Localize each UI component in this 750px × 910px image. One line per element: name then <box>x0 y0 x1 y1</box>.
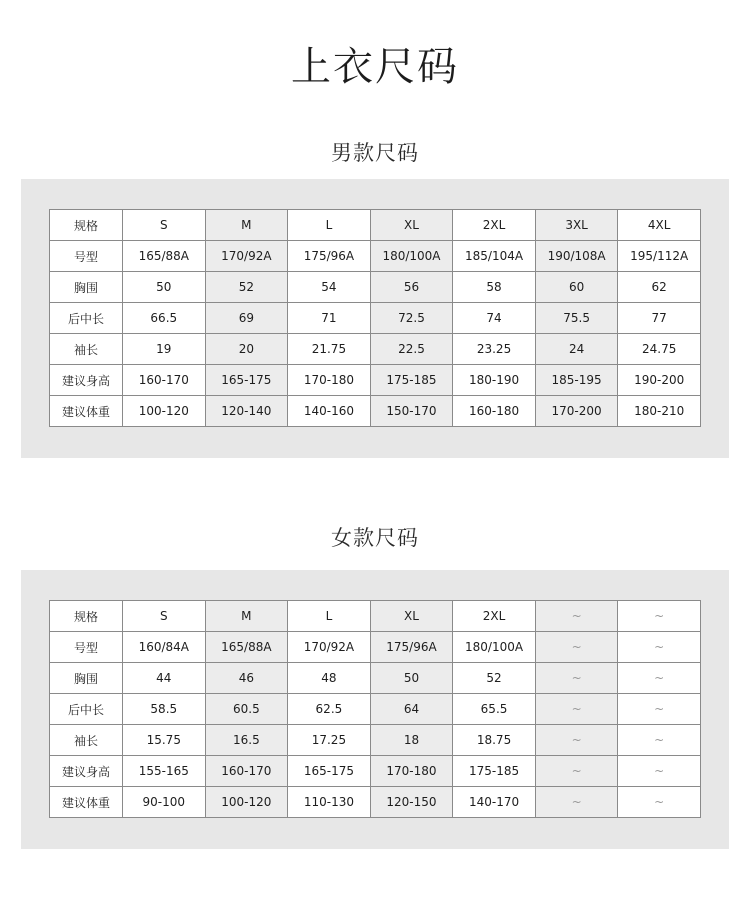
women-size-title: 女款尺码 <box>331 526 419 550</box>
size-value-cell: 100-120 <box>205 787 288 818</box>
size-value-cell: 71 <box>288 303 371 334</box>
size-value-cell: 58.5 <box>123 694 206 725</box>
row-label: 号型 <box>50 241 123 272</box>
size-value-cell: 175/96A <box>288 241 371 272</box>
women-size-table <box>49 600 701 818</box>
size-value-cell: 190/108A <box>535 241 618 272</box>
size-value-cell: 155-165 <box>123 756 206 787</box>
size-value-cell: 15.75 <box>123 725 206 756</box>
table-row <box>50 396 701 427</box>
size-value-cell: 100-120 <box>123 396 206 427</box>
size-value-cell: 62 <box>618 272 701 303</box>
table-row <box>50 632 701 663</box>
size-value-cell: 185/104A <box>453 241 536 272</box>
row-label: 规格 <box>50 601 123 632</box>
size-value-cell: 50 <box>123 272 206 303</box>
size-value-cell: 75.5 <box>535 303 618 334</box>
size-value-cell: 46 <box>205 663 288 694</box>
row-label: 后中长 <box>50 303 123 334</box>
size-value-cell: ~ <box>535 725 618 756</box>
size-value-cell: 52 <box>205 272 288 303</box>
size-value-cell: ~ <box>535 694 618 725</box>
table-row <box>50 663 701 694</box>
row-label: 袖长 <box>50 725 123 756</box>
size-value-cell: 195/112A <box>618 241 701 272</box>
size-value-cell: ~ <box>535 787 618 818</box>
size-value-cell: 65.5 <box>453 694 536 725</box>
size-value-cell: 16.5 <box>205 725 288 756</box>
size-value-cell: 20 <box>205 334 288 365</box>
row-label: 胸围 <box>50 663 123 694</box>
size-value-cell: 74 <box>453 303 536 334</box>
women-size-table-body <box>50 601 701 818</box>
men-size-table <box>49 209 701 427</box>
size-header-cell: S <box>123 210 206 241</box>
size-value-cell: 180/100A <box>370 241 453 272</box>
men-size-title: 男款尺码 <box>331 141 419 165</box>
size-value-cell: 150-170 <box>370 396 453 427</box>
size-value-cell: 170/92A <box>205 241 288 272</box>
size-value-cell: 54 <box>288 272 371 303</box>
size-value-cell: 170-200 <box>535 396 618 427</box>
size-header-cell: ~ <box>535 601 618 632</box>
size-value-cell: 21.75 <box>288 334 371 365</box>
size-header-cell: XL <box>370 601 453 632</box>
size-value-cell: 60 <box>535 272 618 303</box>
size-value-cell: 19 <box>123 334 206 365</box>
size-value-cell: 175-185 <box>453 756 536 787</box>
size-value-cell: 77 <box>618 303 701 334</box>
size-value-cell: 60.5 <box>205 694 288 725</box>
size-value-cell: 64 <box>370 694 453 725</box>
size-value-cell: ~ <box>618 694 701 725</box>
size-header-cell: L <box>288 210 371 241</box>
size-value-cell: 170-180 <box>370 756 453 787</box>
size-value-cell: ~ <box>618 663 701 694</box>
size-value-cell: ~ <box>535 756 618 787</box>
row-label: 建议体重 <box>50 396 123 427</box>
row-label: 建议体重 <box>50 787 123 818</box>
size-header-cell: S <box>123 601 206 632</box>
table-row <box>50 210 701 241</box>
size-value-cell: 165-175 <box>288 756 371 787</box>
row-label: 袖长 <box>50 334 123 365</box>
size-value-cell: 165-175 <box>205 365 288 396</box>
size-value-cell: 62.5 <box>288 694 371 725</box>
size-value-cell: 18.75 <box>453 725 536 756</box>
size-value-cell: 170/92A <box>288 632 371 663</box>
size-value-cell: 44 <box>123 663 206 694</box>
table-row <box>50 725 701 756</box>
size-value-cell: 165/88A <box>123 241 206 272</box>
size-value-cell: 66.5 <box>123 303 206 334</box>
size-value-cell: 160/84A <box>123 632 206 663</box>
row-label: 胸围 <box>50 272 123 303</box>
size-value-cell: 160-180 <box>453 396 536 427</box>
men-size-panel <box>21 179 729 458</box>
size-value-cell: 18 <box>370 725 453 756</box>
size-value-cell: 190-200 <box>618 365 701 396</box>
row-label: 建议身高 <box>50 756 123 787</box>
size-header-cell: 4XL <box>618 210 701 241</box>
row-label: 规格 <box>50 210 123 241</box>
size-header-cell: ~ <box>618 601 701 632</box>
size-value-cell: 24 <box>535 334 618 365</box>
size-header-cell: 2XL <box>453 210 536 241</box>
size-value-cell: 48 <box>288 663 371 694</box>
size-value-cell: 24.75 <box>618 334 701 365</box>
size-value-cell: 50 <box>370 663 453 694</box>
size-value-cell: ~ <box>618 787 701 818</box>
size-value-cell: 58 <box>453 272 536 303</box>
size-value-cell: 120-150 <box>370 787 453 818</box>
size-value-cell: 170-180 <box>288 365 371 396</box>
size-value-cell: 120-140 <box>205 396 288 427</box>
size-header-cell: XL <box>370 210 453 241</box>
size-value-cell: 140-160 <box>288 396 371 427</box>
size-value-cell: 69 <box>205 303 288 334</box>
table-row <box>50 601 701 632</box>
page-title: 上衣尺码 <box>291 44 459 90</box>
size-value-cell: 140-170 <box>453 787 536 818</box>
table-row <box>50 241 701 272</box>
table-row <box>50 303 701 334</box>
table-row <box>50 694 701 725</box>
size-value-cell: 110-130 <box>288 787 371 818</box>
size-value-cell: ~ <box>535 663 618 694</box>
size-header-cell: M <box>205 601 288 632</box>
size-value-cell: 52 <box>453 663 536 694</box>
table-row <box>50 756 701 787</box>
row-label: 后中长 <box>50 694 123 725</box>
size-header-cell: 2XL <box>453 601 536 632</box>
row-label: 号型 <box>50 632 123 663</box>
size-value-cell: 185-195 <box>535 365 618 396</box>
size-value-cell: 72.5 <box>370 303 453 334</box>
table-row <box>50 787 701 818</box>
size-header-cell: 3XL <box>535 210 618 241</box>
table-row <box>50 272 701 303</box>
women-size-panel <box>21 570 729 849</box>
size-value-cell: 22.5 <box>370 334 453 365</box>
table-row <box>50 334 701 365</box>
size-value-cell: 180/100A <box>453 632 536 663</box>
size-value-cell: 90-100 <box>123 787 206 818</box>
size-value-cell: ~ <box>618 756 701 787</box>
table-row <box>50 365 701 396</box>
size-value-cell: 180-190 <box>453 365 536 396</box>
size-header-cell: M <box>205 210 288 241</box>
size-value-cell: 160-170 <box>123 365 206 396</box>
size-value-cell: 160-170 <box>205 756 288 787</box>
size-value-cell: 56 <box>370 272 453 303</box>
row-label: 建议身高 <box>50 365 123 396</box>
size-value-cell: 165/88A <box>205 632 288 663</box>
size-header-cell: L <box>288 601 371 632</box>
size-value-cell: 175/96A <box>370 632 453 663</box>
size-value-cell: ~ <box>535 632 618 663</box>
size-value-cell: 175-185 <box>370 365 453 396</box>
men-size-table-body <box>50 210 701 427</box>
size-value-cell: 180-210 <box>618 396 701 427</box>
size-value-cell: 23.25 <box>453 334 536 365</box>
size-value-cell: ~ <box>618 725 701 756</box>
size-value-cell: 17.25 <box>288 725 371 756</box>
size-value-cell: ~ <box>618 632 701 663</box>
